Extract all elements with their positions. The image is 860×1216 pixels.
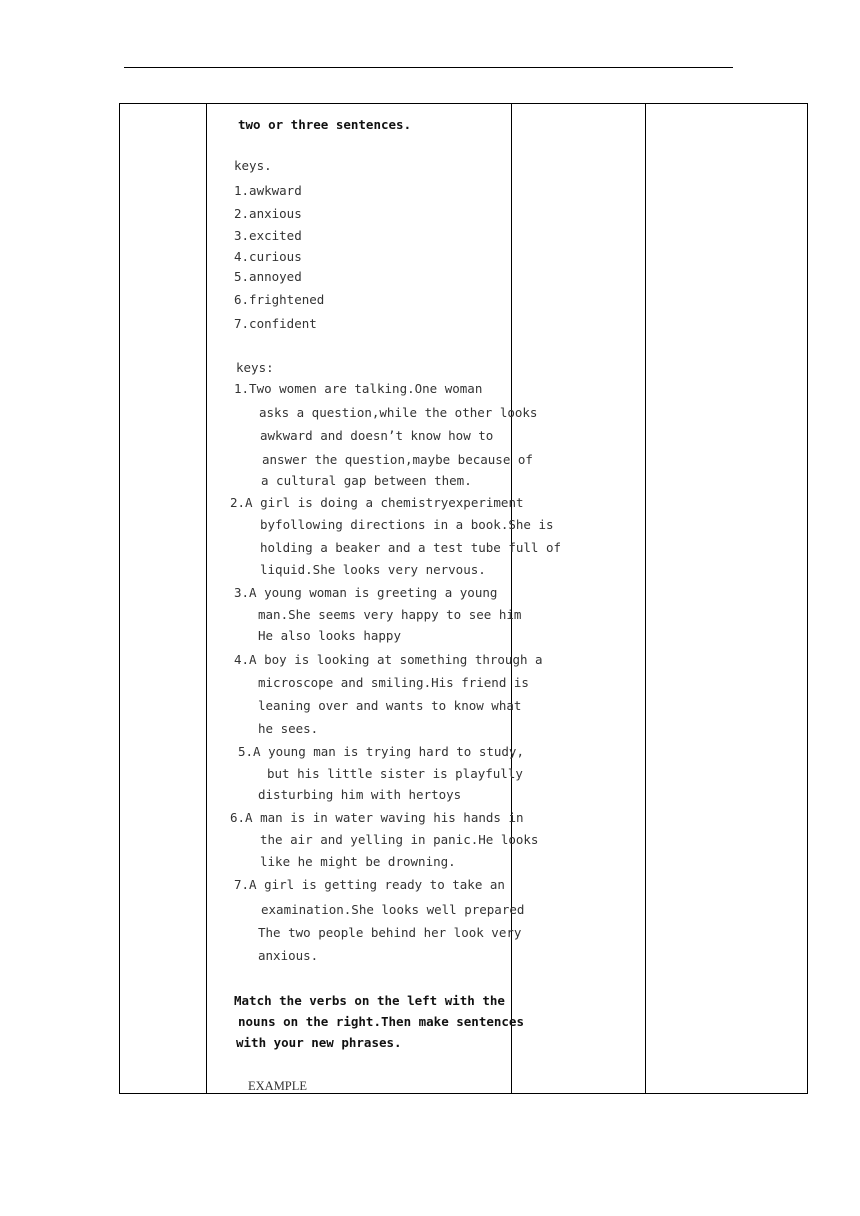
answer-line: 2.A girl is doing a chemistryexperiment [230,495,524,510]
intro-line: two or three sentences. [238,117,412,132]
answer-line: The two people behind her look very [258,925,522,940]
answer-line: disturbing him with hertoys [258,787,462,802]
answer-line: 4.A boy is looking at something through a [234,652,543,667]
answer-line: 3.A young woman is greeting a young [234,585,498,600]
word-key: 5.annoyed [234,269,302,284]
answer-line: holding a beaker and a test tube full of [260,540,562,555]
answer-line: examination.She looks well prepared [261,902,525,917]
column-divider [511,104,512,1093]
answer-line: 5.A young man is trying hard to study, [238,744,524,759]
word-key: 4.curious [234,249,302,264]
answer-line: like he might be drowning. [260,854,456,869]
answer-line: 1.Two women are talking.One woman [234,381,483,396]
answer-line: asks a question,while the other looks [259,405,538,420]
keys-heading: keys. [234,158,272,173]
word-key: 6.frightened [234,292,325,307]
answer-line: leaning over and wants to know what [258,698,522,713]
word-key: 7.confident [234,316,317,331]
column-divider [206,104,207,1093]
answer-line: but his little sister is playfully [267,766,523,781]
answer-line: he sees. [258,721,319,736]
answer-line: microscope and smiling.His friend is [258,675,529,690]
word-key: 2.anxious [234,206,302,221]
answer-line: man.She seems very happy to see him [258,607,522,622]
answer-line: answer the question,maybe because of [262,452,533,467]
column-divider [645,104,646,1093]
instruction-line: nouns on the right.Then make sentences [238,1014,524,1029]
instruction-line: Match the verbs on the left with the [234,993,505,1008]
answer-line: He also looks happy [258,628,401,643]
answer-line: 7.A girl is getting ready to take an [234,877,505,892]
example-label: EXAMPLE [248,1079,308,1093]
answer-line: byfollowing directions in a book.She is [260,517,554,532]
answer-line: liquid.She looks very nervous. [260,562,486,577]
answer-line: awkward and doesn’t know how to [260,428,494,443]
answer-line: the air and yelling in panic.He looks [260,832,539,847]
word-key: 3.excited [234,228,302,243]
word-key: 1.awkward [234,183,302,198]
instruction-line: with your new phrases. [236,1035,402,1050]
header-rule [124,67,733,68]
answer-line: a cultural gap between them. [261,473,472,488]
answer-line: 6.A man is in water waving his hands in [230,810,524,825]
answer-line: anxious. [258,948,319,963]
keys-heading: keys: [236,360,274,375]
